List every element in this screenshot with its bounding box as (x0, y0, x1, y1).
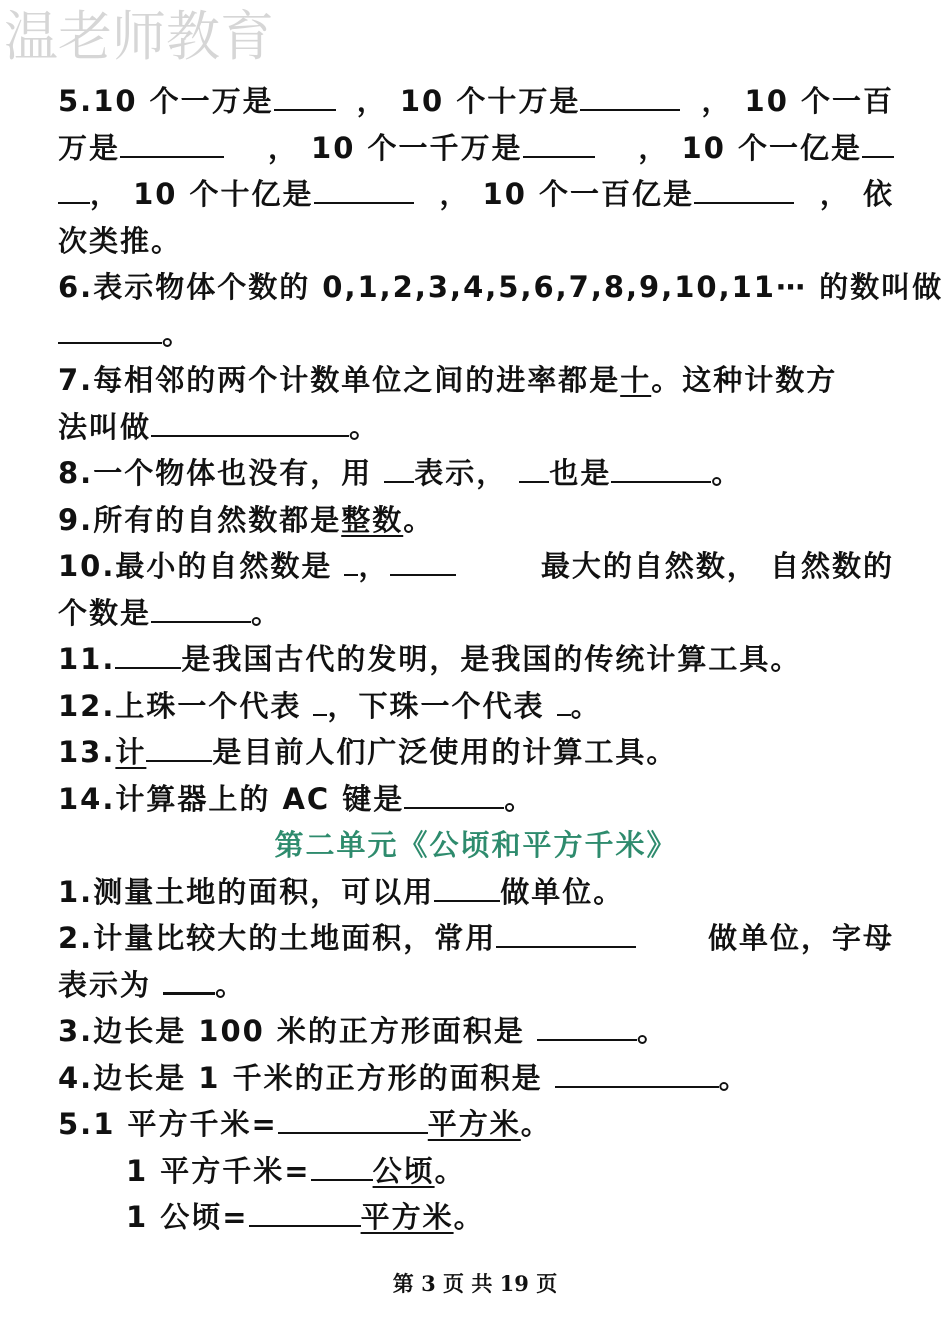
answer-blank[interactable] (120, 126, 224, 158)
q10-text: 10.最小的自然数是 (58, 549, 345, 583)
q12-line (58, 683, 894, 730)
q5-text: ， 10 个一百亿是 (439, 177, 694, 211)
q12-text: 。 (570, 688, 602, 723)
answer-blank[interactable] (146, 730, 212, 762)
q5-line-4 (58, 218, 894, 265)
q5-line-1 (58, 78, 894, 125)
u2-q5-unit: 公顷 (372, 1153, 435, 1188)
u2-q3-text: 3.边长是 100 米的正方形面积是 (58, 1014, 538, 1048)
answer-blank[interactable] (404, 777, 504, 809)
q5-line-2 (58, 125, 894, 172)
u2-q5-line-3 (58, 1194, 894, 1241)
u2-q5-line-2 (58, 1148, 894, 1195)
u2-q4-line (58, 1055, 894, 1102)
q5-line-3 (58, 171, 894, 218)
u2-q2-text: 做单位，字母 (707, 921, 894, 955)
u2-q5-text: 1 公顷= (126, 1200, 249, 1234)
answer-blank[interactable] (311, 1149, 373, 1181)
footer-text: 第 (392, 1271, 414, 1296)
q7-text: 7.每相邻的两个计数单位之间的进率都是 (58, 363, 621, 397)
q7-line-2 (58, 404, 894, 451)
answer-blank[interactable] (580, 79, 680, 111)
u2-q5-line-1 (58, 1101, 894, 1148)
q9-text: 9.所有的自然数都是 (58, 502, 342, 537)
u2-q3-line (58, 1008, 894, 1055)
u2-q1-line (58, 869, 894, 916)
q5-text: ， 10 个一亿是 (638, 130, 862, 165)
answer-blank[interactable] (313, 684, 327, 716)
answer-blank[interactable] (557, 684, 571, 716)
q5-text: ， 10 个十万是 (356, 84, 581, 118)
q7-text: 。 (349, 409, 381, 444)
q7-line-1 (58, 357, 894, 404)
answer-blank[interactable] (390, 544, 456, 576)
answer-blank[interactable] (694, 172, 794, 204)
u2-q4-text: 4.边长是 1 千米的正方形的面积是 (58, 1060, 555, 1095)
answer-blank[interactable] (537, 1009, 637, 1041)
q9-text: 。 (403, 502, 435, 537)
answer-blank[interactable] (249, 1195, 361, 1227)
u2-q5-text: 。 (434, 1153, 466, 1188)
q5-text: ， 10 个一千万是 (267, 130, 523, 165)
answer-blank[interactable] (58, 312, 162, 344)
answer-blank[interactable] (344, 544, 358, 576)
q11-text: 11. (58, 642, 116, 676)
page-footer (0, 1268, 950, 1298)
q7-text: 。这种计数方 (651, 363, 838, 397)
q12-text: 12.上珠一个代表 (58, 688, 314, 723)
q5-text: 次类推。 (58, 223, 183, 258)
q11-text: 是我国古代的发明，是我国的传统计算工具。 (181, 642, 802, 676)
u2-q1-text: 做单位。 (500, 874, 625, 909)
total-pages: 19 (499, 1271, 529, 1296)
answer-blank[interactable] (523, 126, 595, 158)
answer-blank[interactable] (555, 1056, 719, 1088)
q13-line (58, 729, 894, 776)
q10-text: 最大的自然数， 自然数的 (540, 549, 894, 583)
q8-text: 也是 (549, 456, 612, 490)
q7-answer: 十 (620, 363, 652, 397)
answer-blank[interactable] (314, 172, 414, 204)
u2-q4-text: 。 (718, 1060, 750, 1095)
answer-blank[interactable] (496, 916, 636, 948)
q5-text: ， 10 个十亿是 (90, 177, 314, 211)
page-number: 3 (421, 1271, 436, 1296)
q6-text: 6.表示物体个数的 0,1,2,3,4,5,6,7,8,9,10,11⋯ 的数叫做 (58, 270, 944, 304)
answer-blank[interactable] (384, 451, 414, 483)
footer-text: 页 (536, 1271, 558, 1296)
q12-text: ，下珠一个代表 (327, 688, 557, 723)
u2-q5-text: 1 平方千米= (126, 1153, 311, 1188)
u2-q2-text: 2.计量比较大的土地面积，常用 (58, 921, 497, 955)
answer-blank[interactable] (274, 79, 336, 111)
q14-text: 。 (504, 781, 536, 816)
answer-blank[interactable] (163, 962, 215, 995)
q5-text: ， 10 个一百 (701, 84, 894, 118)
q11-line (58, 636, 894, 683)
worksheet-content (58, 78, 944, 1241)
q8-text: 8.一个物体也没有，用 (58, 456, 385, 490)
u2-q2-text: 。 (215, 967, 247, 1002)
q5-text: 万是 (58, 130, 121, 165)
footer-text: 页 共 (443, 1271, 493, 1296)
answer-blank[interactable] (611, 451, 711, 483)
q9-answer: 整数 (341, 502, 404, 537)
u2-q5-text: 。 (453, 1200, 485, 1234)
q6-text: 。 (162, 316, 194, 351)
u2-q1-text: 1.测量土地的面积，可以用 (58, 874, 435, 909)
q10-text: 。 (251, 595, 283, 630)
q10-line-2 (58, 590, 894, 637)
q14-text: 14.计算器上的 AC 键是 (58, 781, 405, 816)
answer-blank[interactable] (151, 405, 349, 437)
q8-text: 。 (711, 456, 743, 490)
answer-blank[interactable] (278, 1104, 428, 1134)
u2-q2-line-2 (58, 962, 894, 1009)
q7-text: 法叫做 (58, 409, 152, 444)
answer-blank[interactable] (862, 126, 894, 158)
q8-line (58, 450, 894, 497)
u2-q5-text: 。 (520, 1107, 552, 1141)
q8-text: 表示， (414, 456, 520, 490)
q10-text: ， (358, 549, 390, 583)
u2-q5-text: 5.1 平方千米= (58, 1107, 278, 1141)
q10-line-1 (58, 543, 894, 590)
q14-line (58, 776, 894, 823)
u2-q5-unit: 平方米 (427, 1107, 521, 1141)
answer-blank[interactable] (519, 451, 549, 483)
answer-blank[interactable] (434, 870, 500, 902)
u2-q3-text: 。 (637, 1014, 669, 1048)
q5-text: 5.10 个一万是 (58, 84, 274, 118)
q6-line-1 (58, 264, 944, 311)
u2-q5-unit: 平方米 (360, 1200, 454, 1234)
q10-text: 个数是 (58, 595, 152, 630)
answer-blank[interactable] (151, 591, 251, 623)
unit-2-heading: 第二单元《公顷和平方千米》 (274, 828, 678, 862)
u2-q2-text: 表示为 (58, 967, 164, 1002)
q13-text: 13. (58, 735, 116, 769)
answer-blank[interactable] (115, 637, 181, 669)
q6-line-2 (58, 311, 894, 358)
q5-text: ， 依 (819, 177, 894, 211)
q9-line (58, 497, 894, 544)
answer-blank[interactable] (58, 172, 90, 204)
u2-q2-line-1 (58, 915, 894, 962)
q13-answer: 计 (115, 735, 147, 769)
watermark: 温老师教育 (4, 5, 274, 68)
q13-text: 是目前人们广泛使用的计算工具。 (212, 735, 678, 769)
